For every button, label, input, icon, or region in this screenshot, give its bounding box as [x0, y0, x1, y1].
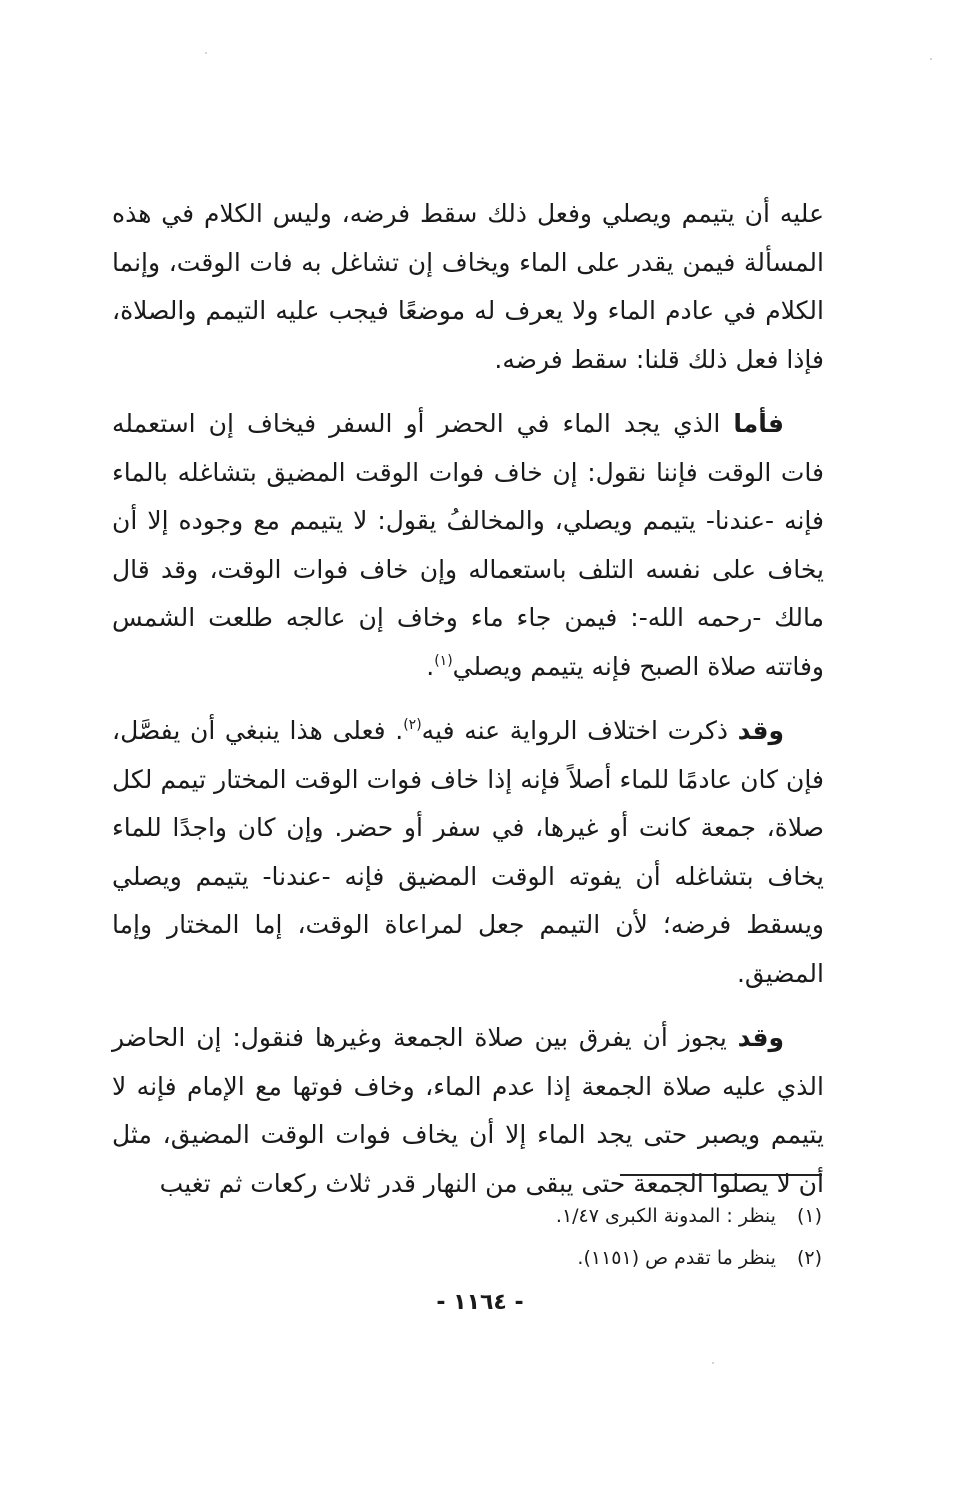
scan-speck: [712, 1362, 714, 1364]
paragraph-lead-word: وقد: [737, 1023, 784, 1052]
footnote-text: ينظر ما تقدم ص (١١٥١).: [577, 1247, 776, 1269]
paragraph-text: يجوز أن يفرق بين صلاة الجمعة وغيرها فنقول: إن الحاضر الذي عليه صلاة الجمعة إذا عدم الماء، وخاف فوتها مع الإمام فإنه لا يتيمم ويصبر حتى يجد الماء إلا أن يخاف فوات الوقت المضيق، مثل أن لا يصلوا الجمعة حتى يبقى من النهار قدر ثلاث ركعات ثم تغيب: [112, 1023, 824, 1198]
paragraph-1: [112, 190, 824, 384]
footnote-number: (٢): [796, 1247, 822, 1269]
footnote-text: ينظر : المدونة الكبرى ١/٤٧.: [555, 1205, 776, 1227]
paragraph-tail: .: [426, 651, 435, 681]
paragraph-text: الذي يجد الماء في الحضر أو السفر فيخاف إن استعمله فات الوقت فإننا نقول: إن خاف فوات الوقت المضيق بتشاغله بالماء فإنه -عندنا- يتيمم ويصلي، والمخالفُ يقول: لا يتيمم مع وجوده إلا أن يخاف على نفسه التلف باستعماله وإن خاف فوات الوقت، وقد قال مالك -رحمه الله-: فيمن جاء ماء وخاف إن عالجه طلعت الشمس وفاتته صلاة الصبح فإنه يتيمم ويصلي: [112, 409, 824, 681]
paragraph-text: عليه أن يتيمم ويصلي وفعل ذلك سقط فرضه، وليس الكلام في هذه المسألة فيمن يقدر على الماء ويخاف إن تشاغل به فات الوقت، وإنما الكلام في عادم الماء ولا يعرف له موضعًا فيجب عليه التيمم والصلاة، فإذا فعل ذلك قلنا: سقط فرضه.: [112, 199, 824, 374]
scan-speck: [205, 52, 207, 54]
footnote-reference[interactable]: (١): [434, 652, 453, 669]
paragraph-text: ذكرت اختلاف الرواية عنه فيه: [421, 716, 738, 745]
paragraph-2: [112, 400, 824, 691]
footnote-item: [300, 1246, 822, 1270]
paragraph-3: [112, 707, 824, 998]
paragraph-lead-word: فأما: [733, 409, 784, 438]
footnote-number: (١): [796, 1205, 822, 1227]
paragraph-lead-word: وقد: [737, 716, 785, 745]
footnote-item: [300, 1204, 822, 1228]
page-number: - ١١٦٤ -: [436, 1290, 524, 1315]
paragraph-tail: . فعلى هذا ينبغي أن يفصَّل، فإن كان عادمًا للماء أصلاً فإنه إذا خاف فوات الوقت المختار تيمم لكل صلاة، جمعة كانت أو غيرها، في سفر أو حضر. وإن كان واجدًا للماء يخاف بتشاغله أن يفوته الوقت المضيق فإنه -عندنا- يتيمم ويصلي ويسقط فرضه؛ لأن التيمم جعل لمراعاة الوقت، إما المختار وإما المضيق.: [112, 716, 824, 988]
footnotes: [300, 1204, 822, 1288]
footnote-divider: [620, 1174, 822, 1176]
scan-speck: [930, 58, 932, 60]
footnote-reference[interactable]: (٢): [403, 717, 422, 733]
paragraph-4: [112, 1014, 824, 1208]
main-text: [112, 190, 824, 1224]
